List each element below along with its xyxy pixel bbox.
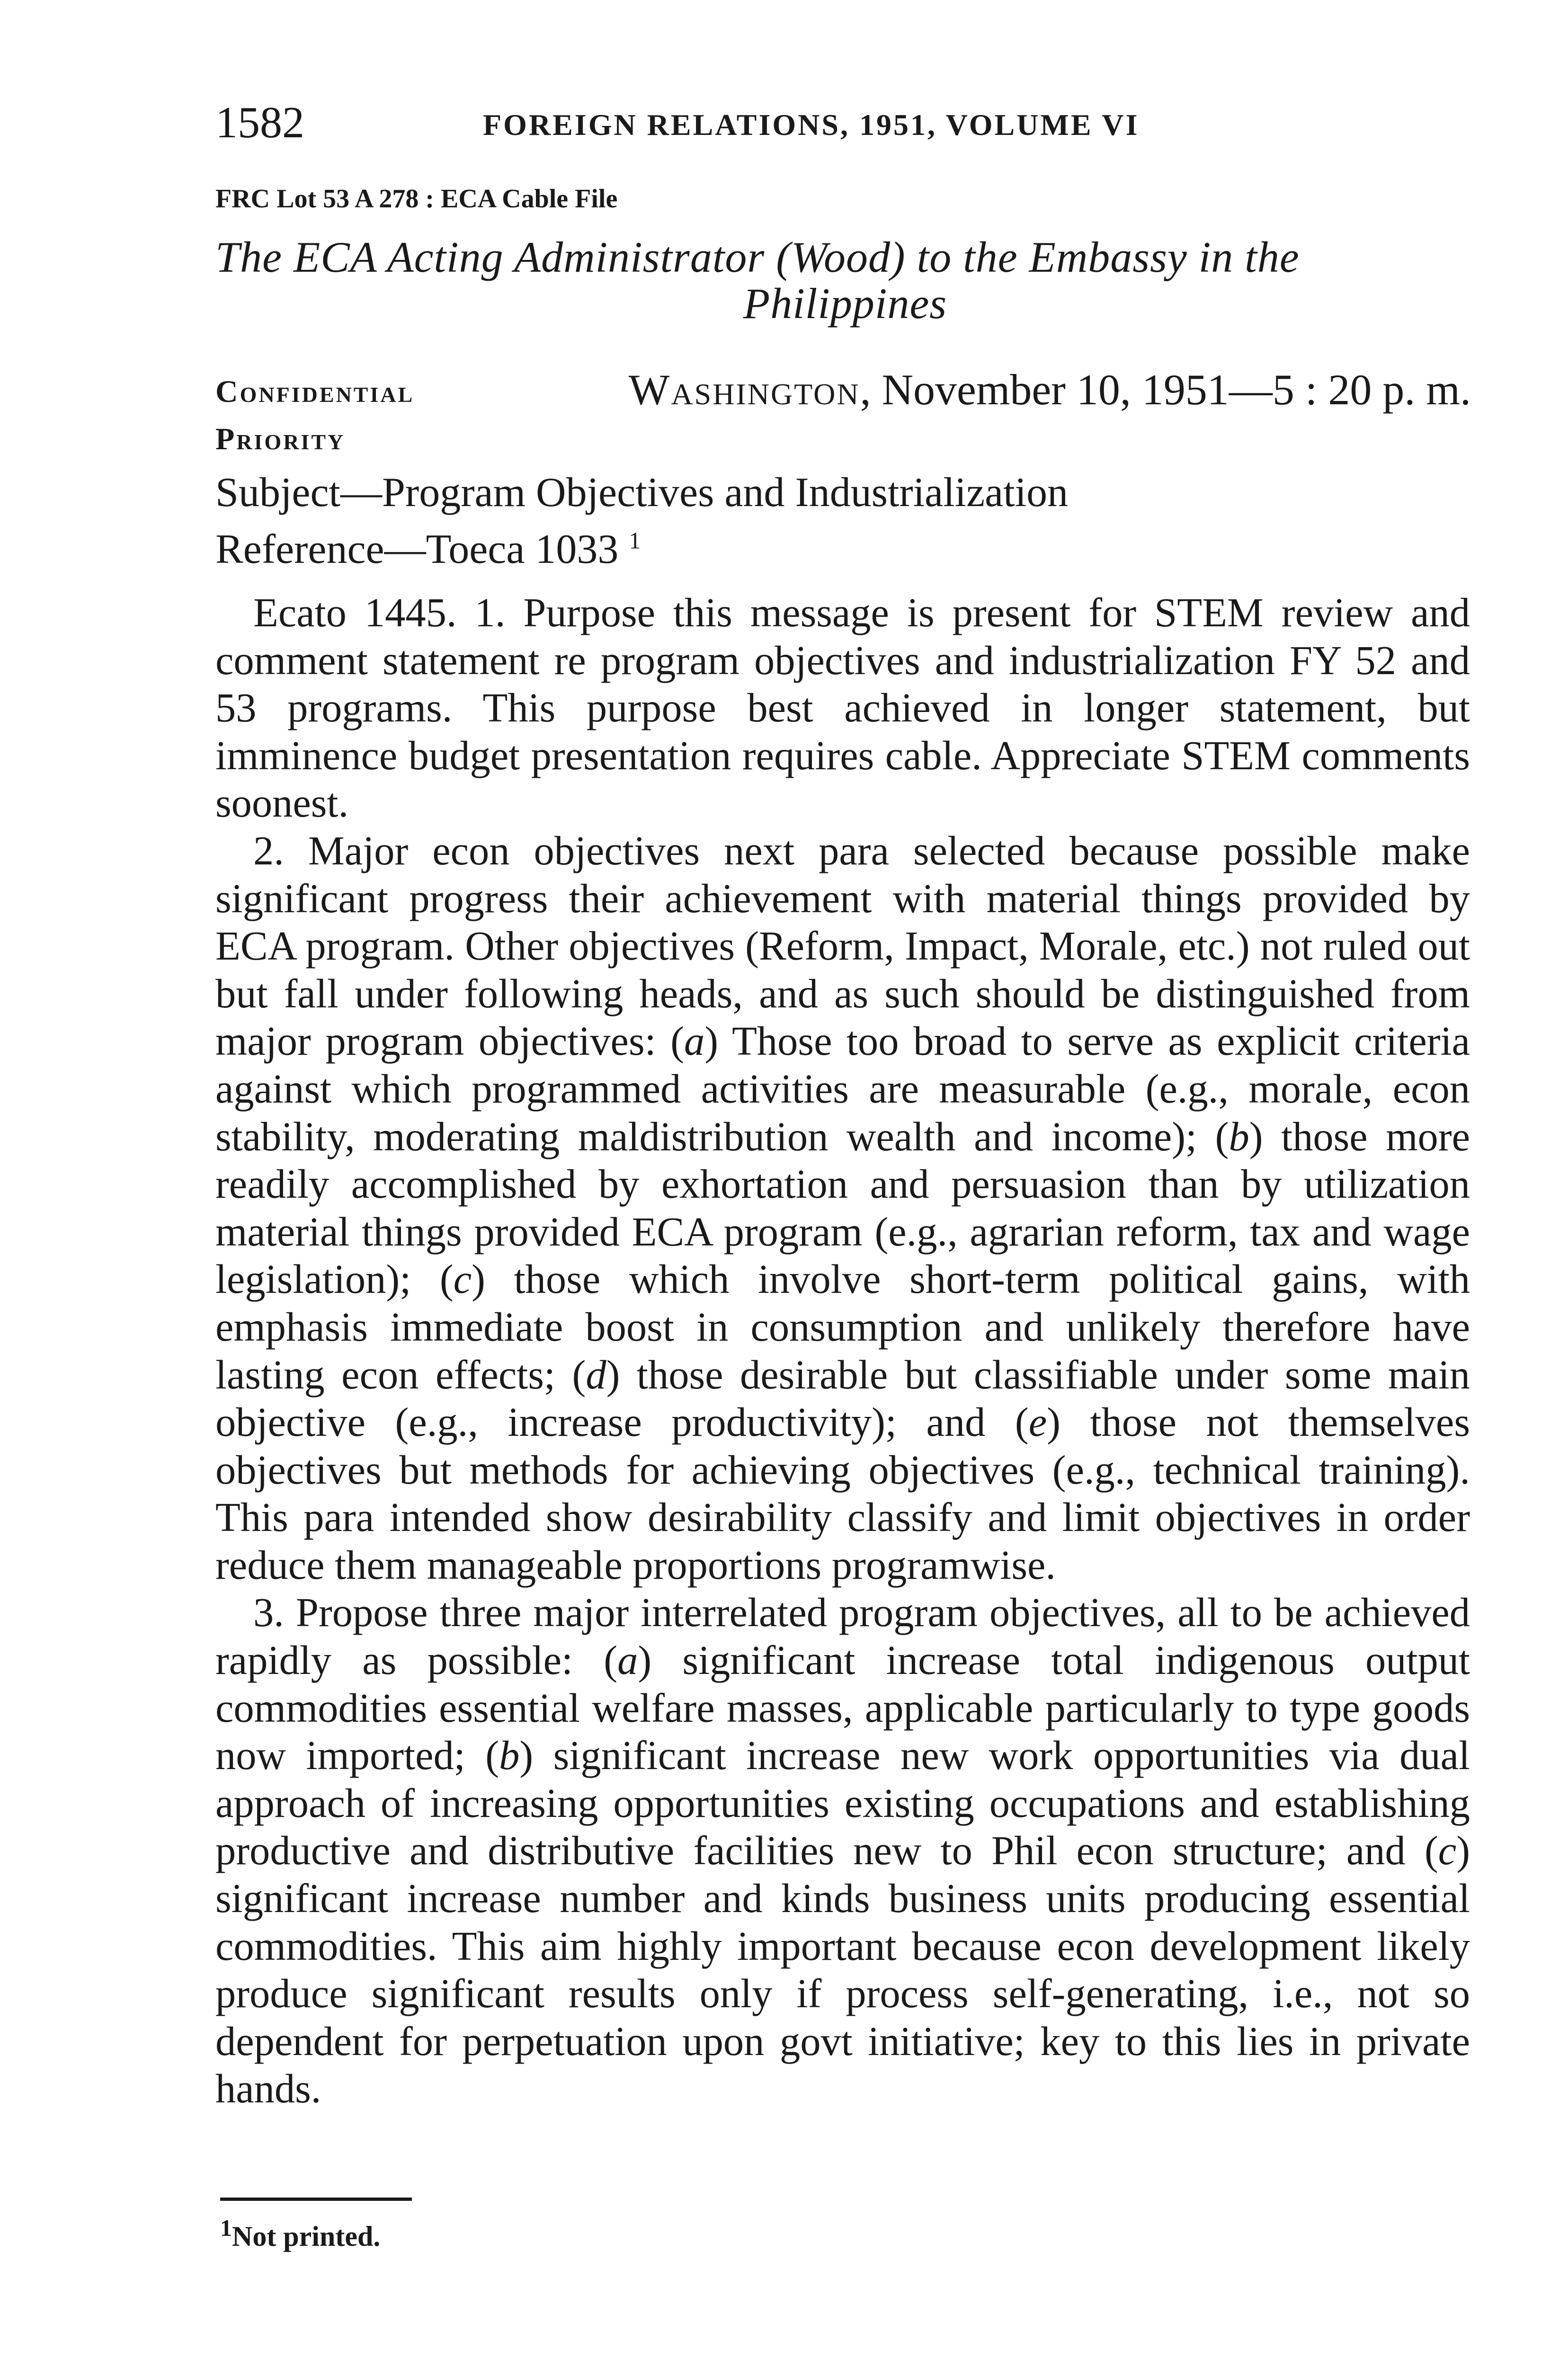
footnote-ref-marker: 1 <box>629 527 641 554</box>
classification-label: Confidential <box>215 374 415 409</box>
message-body <box>215 589 1470 2113</box>
p3-label-c: c <box>1438 1828 1457 1874</box>
p3-text-3: significant increase new work opportunities via dual approach of increasing opportunities existing occupations and establishing productive and distributive facilities new to Phil econ structure; and <box>215 1733 1470 1874</box>
p3-label-a: a <box>617 1637 638 1683</box>
p2-text-2: Those too broad to serve as explicit criteria against which programmed activities are measurable (e.g., morale, econ stability, moderating maldistribution wealth and income); <box>215 1018 1470 1159</box>
p3-text-1: 3. Propose three major interrelated program objectives, all to be achieved rapidly as possible: <box>215 1590 1470 1683</box>
p2-label-e: e <box>1028 1399 1047 1445</box>
p2-text-1: 2. Major econ objectives next para selected because possible make significant progress their achievement with material things provided by ECA program. Other objectives (Reform, Impact, Morale, etc.) not ruled out but fall under following heads, and as such should be distinguished from major program objectives: <box>215 828 1470 1064</box>
footnote-divider <box>220 2198 412 2201</box>
subject-line: Subject—Program Objectives and Industrialization <box>215 470 1069 516</box>
paragraph-1: Ecato 1445. 1. Purpose this message is present for STEM review and comment statement re program objectives and industrialization FY 52 and 53 programs. This purpose best achieved in longer statement, but imminence budget presentation requires cable. Appreciate STEM comments soonest. <box>215 590 1470 826</box>
dateline-place: Washington <box>628 365 860 414</box>
source-note: FRC Lot 53 A 278 : ECA Cable File <box>215 184 618 214</box>
document-title-line-1: The ECA Acting Administrator (Wood) to the Embassy in the <box>215 233 1300 281</box>
p2-label-c: c <box>453 1256 472 1302</box>
p3-label-b: b <box>499 1733 520 1779</box>
p3-text-4: significant increase number and kinds business units producing essential commodities. This aim highly important because econ development likely produce significant results only if process self-generating, i.e., not so dependent for perpetuation upon govt initiative; key to this lies in private hands. <box>215 1876 1470 2112</box>
dateline <box>629 365 1471 415</box>
dateline-date: , November 10, 1951—5 : 20 p. m. <box>860 365 1471 414</box>
reference-text: Reference—Toeca 1033 <box>215 526 619 572</box>
p2-text-4: those which involve short-term political gains, with emphasis immediate boost in consumption and unlikely therefore have lasting econ effects; <box>215 1256 1470 1397</box>
footnote-marker: 1 <box>220 2215 232 2241</box>
p2-text-3: those more readily accomplished by exhortation and persuasion than by utilization material things provided ECA program (e.g., agrarian reform, tax and wage legislation); <box>215 1113 1470 1302</box>
paragraph-2: 2. Major econ objectives next para selected because possible make significant progress their achievement with material things provided by ECA program. Other objectives (Reform, Impact, Morale, etc.) not ruled out but fall under following heads, and as such should be distinguished from major program objectives: (a) Those too broad to serve as explicit criteria against which programmed activities are measurable (e.g., morale, econ stability, moderating maldistribution wealth and income); (b) those more readily accomplished by exhortation and persuasion than by utilization material things provided ECA program (e.g., agrarian reform, tax and wage legislation); (c) those which involve short-term political gains, with emphasis immediate boost in consumption and unlikely therefore have lasting econ effects; (d) those desirable but classifiable under some main objective (e.g., increase productivity); and (e) those not themselves objectives but methods for achieving objectives (e.g., technical training). This para intended show desirability classify and limit objectives in order reduce them manageable proportions programwise. <box>215 828 1470 1588</box>
reference-line <box>215 525 641 573</box>
precedence-label: Priority <box>215 422 346 456</box>
p2-label-b: b <box>1229 1113 1249 1159</box>
page-header <box>215 97 1494 154</box>
footnote <box>220 2215 381 2253</box>
p2-text-6: those not themselves objectives but methods for achieving objectives (e.g., technical training). This para intended show desirability classify and limit objectives in order reduce them manageable proportions programwise. <box>215 1399 1470 1588</box>
page-number: 1582 <box>215 98 304 147</box>
document-title-line-2: Philippines <box>743 279 947 328</box>
p2-text-5: those desirable but classifiable under some main objective (e.g., increase productivity); and <box>215 1352 1470 1445</box>
p2-label-d: d <box>586 1352 606 1397</box>
p3-text-2: significant increase total indigenous output commodities essential welfare masses, applicable particularly to type goods now imported; <box>215 1637 1470 1779</box>
p2-label-a: a <box>684 1018 705 1064</box>
running-head: FOREIGN RELATIONS, 1951, VOLUME VI <box>483 108 1140 142</box>
footnote-text: Not printed. <box>232 2221 381 2252</box>
paragraph-3: 3. Propose three major interrelated program objectives, all to be achieved rapidly as possible: (a) significant increase total indigenous output commodities essential welfare masses, applicable particularly to type goods now imported; (b) significant increase new work opportunities via dual approach of increasing opportunities existing occupations and establishing productive and distributive facilities new to Phil econ structure; and (c) significant increase number and kinds business units producing essential commodities. This aim highly important because econ development likely produce significant results only if process self-generating, i.e., not so dependent for perpetuation upon govt initiative; key to this lies in private hands. <box>215 1590 1470 2112</box>
